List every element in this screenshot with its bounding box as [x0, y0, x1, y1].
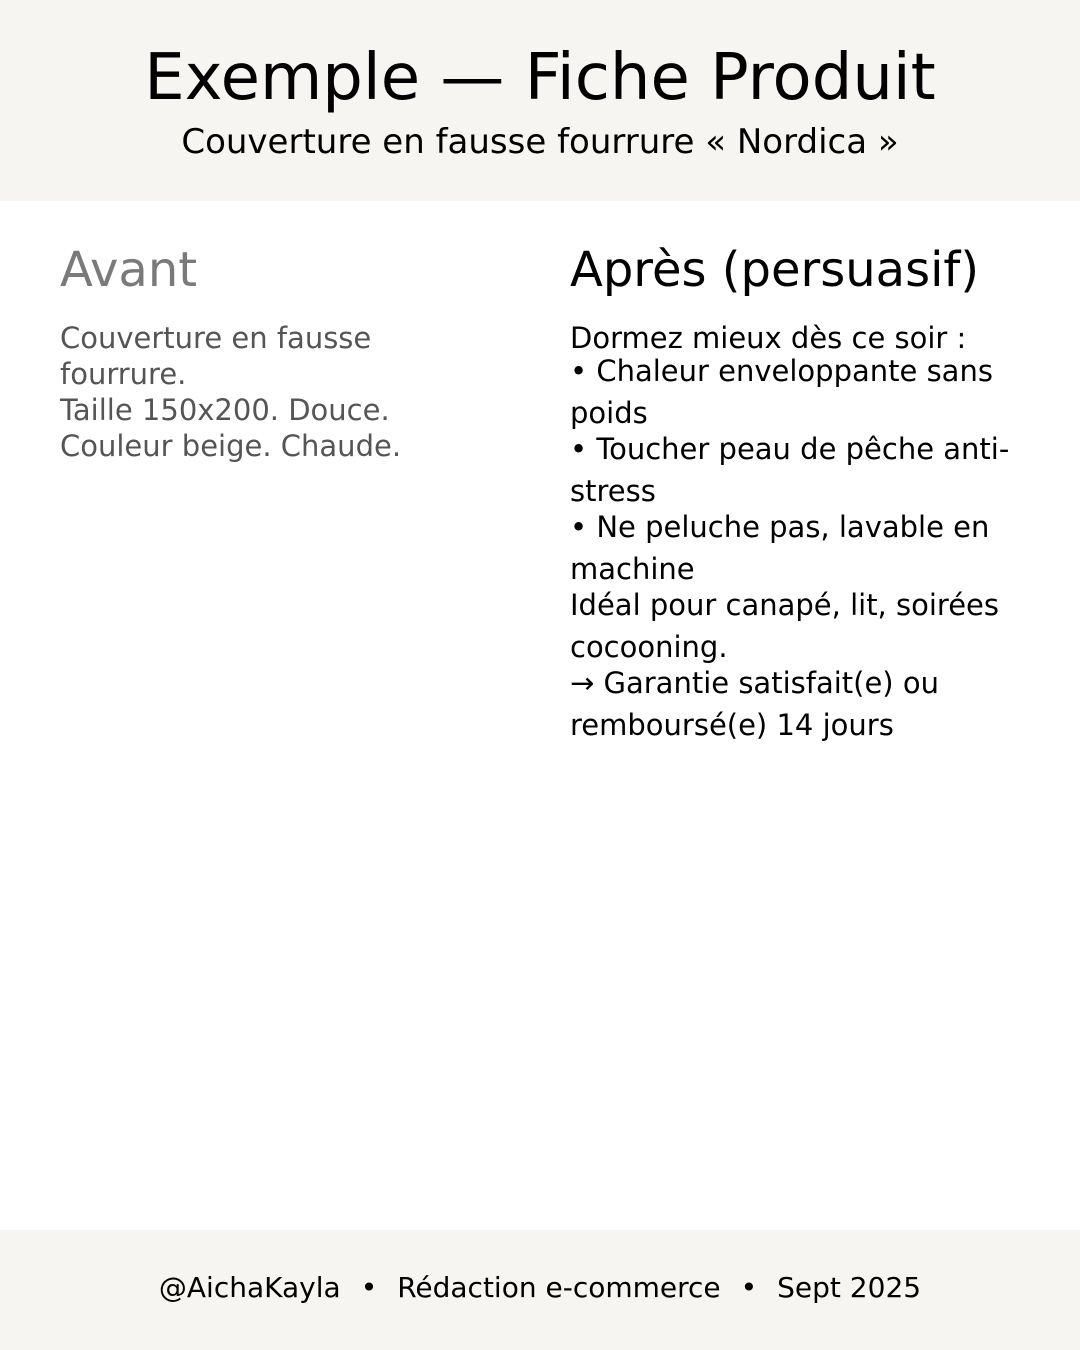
footer-credits [0, 1268, 1080, 1308]
product-subtitle: Couverture en fausse fourrure « Nordica » [181, 122, 899, 162]
after-bullet: • Toucher peau de pêche anti-stress [570, 432, 1010, 508]
footer-band [0, 1230, 1080, 1350]
before-line: Couverture en fausse fourrure. [60, 321, 372, 391]
header-band [0, 0, 1080, 201]
before-line: Couleur beige. Chaude. [60, 429, 402, 463]
after-intro-line: Dormez mieux dès ce soir : [570, 321, 967, 355]
after-heading: Après (persuasif) [570, 242, 980, 298]
after-usage-line: Idéal pour canapé, lit, soirées cocooning. [570, 588, 999, 664]
separator-dot: • [360, 1271, 378, 1304]
author-handle: @AichaKayla [158, 1271, 341, 1304]
after-bullet: • Ne peluche pas, lavable en machine [570, 510, 990, 586]
separator-dot: • [740, 1271, 758, 1304]
footer-date: Sept 2025 [777, 1271, 922, 1304]
after-description [570, 320, 1020, 746]
page-title: Exemple — Fiche Produit [144, 41, 936, 115]
before-description [60, 320, 500, 464]
footer-topic: Rédaction e-commerce [397, 1271, 721, 1304]
before-heading: Avant [60, 242, 198, 298]
after-guarantee-line: → Garantie satisfait(e) ou remboursé(e) 14 jours [570, 666, 939, 742]
before-line: Taille 150x200. Douce. [60, 393, 390, 427]
after-bullet: • Chaleur enveloppante sans poids [570, 354, 993, 430]
